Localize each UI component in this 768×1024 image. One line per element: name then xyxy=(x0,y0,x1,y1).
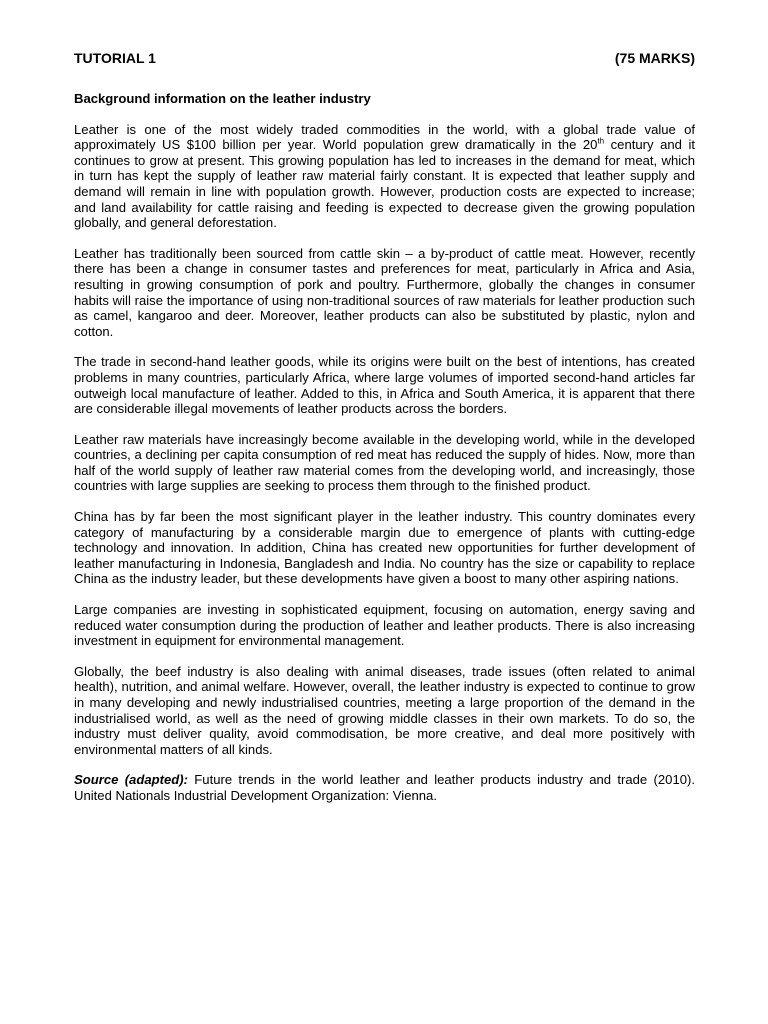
source-label: Source (adapted): xyxy=(74,772,188,788)
paragraph-text: Leather is one of the most widely traded commodities in the world, with a global trade value of approximately US $100 billion per year. World population grew dramatically in the 20 xyxy=(74,121,695,153)
document-page xyxy=(74,50,695,804)
paragraph-trade-value xyxy=(74,122,695,231)
section-heading: Background information on the leather industry xyxy=(74,91,371,106)
page-header xyxy=(74,50,695,67)
paragraph-second-hand-trade: The trade in second-hand leather goods, while its origins were built on the best of intentions, has created problems in many countries, particularly Africa, where large volumes of imported second-hand articles far outweigh local manufacture of leather. Added to this, in Africa and South America, it is apparent that there are considerable illegal movements of leather products across the borders. xyxy=(74,354,695,417)
paragraph-text: century and it continues to grow at present. This growing population has led to increases in the demand for meat, which in turn has kept the supply of leather raw material fairly constant. It is expected that leather supply and demand will remain in line with population growth. However, production costs are expected to increase; and land availability for cattle raising and feeding is expected to decrease given the growing population globally, and general deforestation. xyxy=(74,137,695,231)
tutorial-title: TUTORIAL 1 xyxy=(74,50,156,66)
total-marks: (75 MARKS) xyxy=(614,50,695,66)
source-citation xyxy=(74,772,695,803)
paragraph-investment: Large companies are investing in sophisticated equipment, focusing on automation, energy saving and reduced water consumption during the production of leather and leather products. There is also increasing investment in equipment for environmental management. xyxy=(74,602,695,649)
paragraph-beef-industry: Globally, the beef industry is also dealing with animal diseases, trade issues (often related to animal health), nutrition, and animal welfare. However, overall, the leather industry is expected to continue to grow in many developing and newly industrialised countries, meeting a large proportion of the demand in the industrialised world, as well as the need of growing middle classes in their own markets. To do so, the industry must deliver quality, avoid commodisation, be more creative, and deal more positively with environmental matters of all kinds. xyxy=(74,663,695,757)
paragraph-sourcing: Leather has traditionally been sourced from cattle skin – a by-product of cattle meat. However, recently there has been a change in consumer tastes and preferences for meat, particularly in Africa and Asia, resulting in growing consumption of pork and poultry. Furthermore, globally the changes in consumer habits will raise the importance of using non-traditional sources of raw materials for leather production such as camel, kangaroo and deer. Moreover, leather products can also be substituted by plastic, nylon and cotton. xyxy=(74,245,695,339)
paragraph-china: China has by far been the most significant player in the leather industry. This country dominates every category of manufacturing by a considerable margin due to emergence of plants with cutting-edge technology and innovation. In addition, China has created new opportunities for further development of leather manufacturing in Indonesia, Bangladesh and India. No country has the size or capability to replace China as the industry leader, but these developments have given a boost to many other aspiring nations. xyxy=(74,509,695,587)
source-text: Future trends in the world leather and leather products industry and trade (2010). United Nationals Industrial Development Organization: Vienna. xyxy=(74,772,696,803)
paragraph-raw-materials: Leather raw materials have increasingly become available in the developing world, while in the developed countries, a declining per capita consumption of red meat has reduced the supply of hides. Now, more than half of the world supply of leather raw material comes from the developing world, and increasingly, those countries with large supplies are seeking to process them through to the finished product. xyxy=(74,431,695,494)
superscript-th: th xyxy=(597,136,605,146)
